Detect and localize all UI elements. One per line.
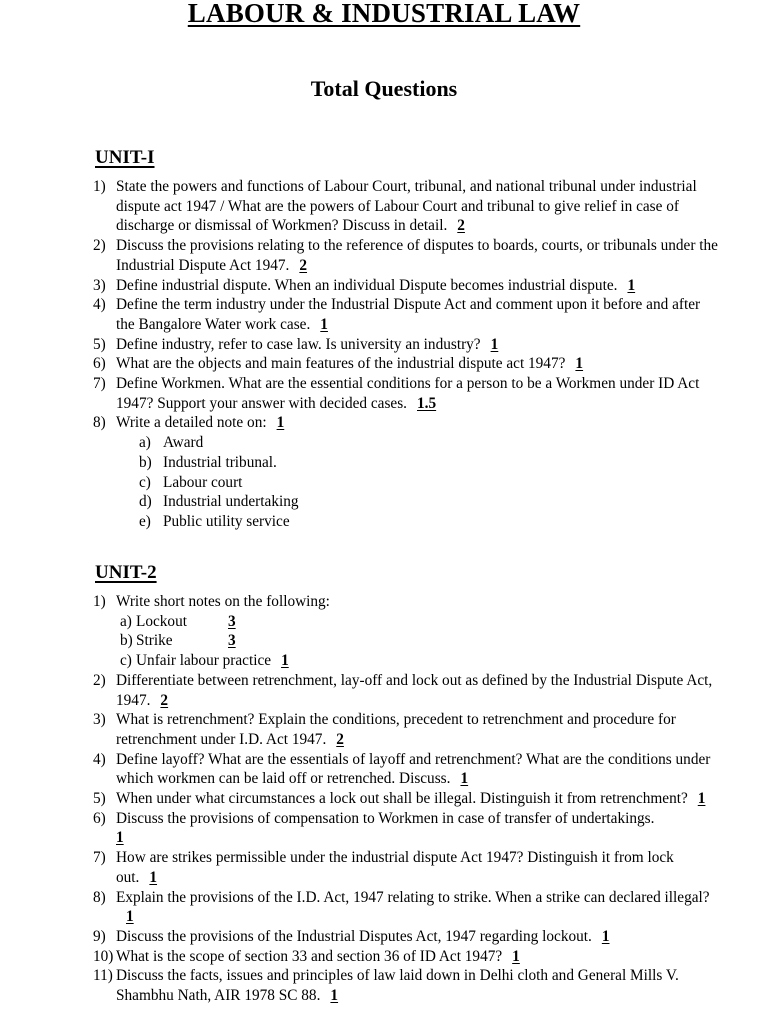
question-text: Discuss the provisions of compensation to Workmen in case of transfer of undertakings. [116, 809, 655, 827]
question-item [93, 236, 718, 275]
question-number: 2) [93, 671, 106, 689]
sub-item-letter: a) [139, 434, 151, 452]
question-text: Define Workmen. What are the essential conditions for a person to be a Workmen under ID Act 1947? Support your answer with decided cases. [116, 375, 700, 412]
question-number: 4) [93, 750, 106, 768]
question-score: 1 [490, 335, 499, 353]
sub-item [120, 651, 718, 671]
question-text: When under what circumstances a lock out shall be illegal. Distinguish it from retrenchment? [116, 790, 688, 808]
question-item [93, 276, 718, 296]
question-number: 1) [93, 593, 106, 610]
question-item [93, 809, 718, 848]
question-score: 1 [149, 868, 158, 886]
unit-1-question-list [93, 177, 718, 532]
question-item [93, 354, 718, 374]
sub-item-letter: a) [120, 612, 132, 630]
sub-item-letter: c) [139, 473, 151, 491]
document-title: LABOUR & INDUSTRIAL LAW [187, 0, 581, 28]
question-number: 5) [93, 790, 106, 808]
question-item [93, 177, 718, 236]
question-text: State the powers and functions of Labour Court, tribunal, and national tribunal under industrial dispute act 1947 / What are the powers of Labour Court and tribunal to give relief in case of discharge or dismissal of Workmen? Discuss in detail. [116, 178, 697, 235]
question-text: Discuss the facts, issues and principles of law laid down in Delhi cloth and General Mills V. Shambhu Nath, AIR 1978 SC 88. [116, 967, 679, 1005]
question-score: 1 [512, 947, 520, 965]
question-number: 7) [93, 849, 106, 867]
unit-2-question-list [93, 592, 718, 1006]
question-text: Define the term industry under the Industrial Dispute Act and comment upon it before and after the Bangalore Water work case. [116, 296, 701, 333]
question-number: 6) [93, 809, 106, 827]
question-item [93, 295, 718, 334]
sub-item-letter: b) [120, 632, 133, 650]
question-score: 1.5 [417, 394, 437, 412]
question-item [93, 789, 718, 809]
question-text: Discuss the provisions relating to the reference of disputes to boards, courts, or tribunals under the Industrial Dispute Act 1947. [116, 237, 718, 274]
question-score: 1 [330, 987, 339, 1005]
question-score: 2 [336, 730, 344, 748]
sub-item [139, 512, 718, 532]
question-text: What is the scope of section 33 and section 36 of ID Act 1947? [116, 947, 503, 965]
sub-item-score: 3 [228, 612, 236, 630]
question-number: 7) [93, 375, 106, 393]
sub-item-list [116, 433, 718, 532]
sub-item-text: Labour court [163, 473, 243, 491]
question-number: 10) [93, 947, 114, 965]
question-text: Discuss the provisions of the Industrial Disputes Act, 1947 regarding lockout. [116, 927, 592, 945]
question-number: 3) [93, 711, 106, 729]
question-item [93, 848, 718, 887]
question-number: 1) [93, 178, 106, 195]
sub-item-letter: b) [139, 453, 152, 471]
question-score: 1 [116, 829, 124, 847]
question-number: 3) [93, 276, 106, 294]
question-score: 1 [697, 790, 706, 808]
sub-item-text: Award [163, 434, 204, 452]
question-item [93, 750, 718, 789]
sub-item-text: Unfair labour practice [136, 652, 272, 670]
sub-item-text: Strike [136, 632, 173, 650]
question-item [93, 335, 718, 355]
question-text: Differentiate between retrenchment, lay-off and lock out as defined by the Industrial Dispute Act, 1947. [116, 671, 713, 709]
question-number: 5) [93, 335, 106, 353]
question-number: 6) [93, 355, 106, 373]
question-item [93, 947, 718, 967]
question-item [93, 592, 718, 671]
question-score: 2 [457, 217, 465, 235]
sub-item [139, 492, 718, 512]
question-text: What is retrenchment? Explain the conditions, precedent to retrenchment and procedure for retrenchment under I.D. Act 1947. [116, 711, 676, 748]
sub-item-text: Industrial undertaking [163, 493, 299, 511]
question-number: 4) [93, 296, 106, 314]
question-item [93, 927, 718, 947]
document-subtitle: Total Questions [310, 76, 458, 101]
sub-item-text: Industrial tribunal. [163, 453, 277, 471]
sub-item-letter: e) [139, 512, 151, 530]
question-number: 8) [93, 888, 106, 906]
question-item [93, 671, 718, 710]
question-text: How are strikes permissible under the industrial dispute Act 1947? Distinguish it from lock out. [116, 849, 674, 886]
sub-item-text: Lockout [136, 612, 187, 630]
question-item [93, 710, 718, 749]
question-text: Explain the provisions of the I.D. Act, 1947 relating to strike. When a strike can declared illegal? [116, 888, 710, 906]
question-score: 1 [126, 908, 134, 926]
question-item [93, 413, 718, 531]
question-score: 2 [160, 691, 169, 709]
sub-item-letter: d) [139, 493, 152, 511]
question-number: 9) [93, 927, 106, 945]
sub-item [139, 473, 718, 493]
question-text: Define industrial dispute. When an individual Dispute becomes industrial dispute. [116, 276, 618, 294]
sub-item-score: 3 [228, 632, 236, 650]
question-score: 1 [627, 276, 636, 294]
question-score: 1 [320, 315, 328, 333]
question-number: 8) [93, 414, 106, 432]
sub-item-list [116, 612, 718, 671]
question-text: Write a detailed note on: [116, 414, 267, 432]
question-text: Define industry, refer to case law. Is university an industry? [116, 335, 481, 353]
question-number: 2) [93, 237, 106, 255]
question-number: 11) [93, 967, 113, 985]
question-score: 1 [460, 770, 469, 788]
sub-item-score: 1 [281, 652, 289, 670]
question-text: Define layoff? What are the essentials of layoff and retrenchment? What are the conditions under which workmen can be laid off or retrenched. Discuss. [116, 750, 711, 788]
unit-1-heading: UNIT-I [95, 147, 155, 168]
sub-item [139, 433, 718, 453]
sub-item-text: Public utility service [163, 512, 290, 530]
sub-item [139, 453, 718, 473]
question-text: Write short notes on the following: [116, 593, 330, 610]
unit-2-heading: UNIT-2 [95, 562, 157, 583]
question-item [93, 966, 718, 1005]
question-score: 1 [575, 355, 584, 373]
question-score: 2 [299, 256, 308, 274]
question-score: 1 [276, 414, 285, 432]
sub-item [120, 612, 718, 632]
sub-item [120, 631, 718, 651]
question-item [93, 888, 718, 927]
question-text: What are the objects and main features of the industrial dispute act 1947? [116, 355, 566, 373]
question-score: 1 [601, 927, 610, 945]
sub-item-letter: c) [120, 652, 132, 670]
question-item [93, 374, 718, 413]
